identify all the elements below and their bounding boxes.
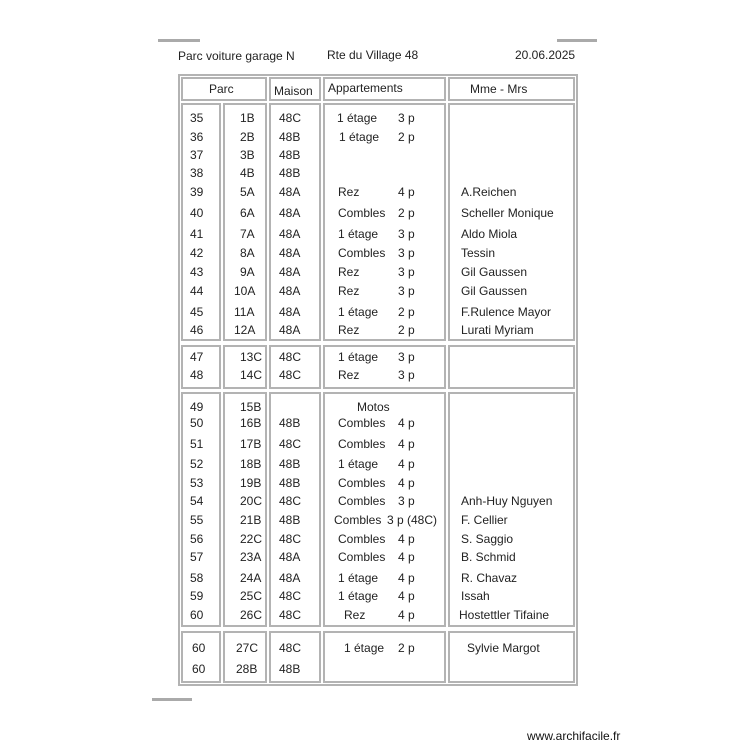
cell-maison: 48A	[279, 265, 301, 279]
cell-rooms: 4 p	[398, 608, 415, 622]
cell-place: 21B	[240, 513, 262, 527]
cell-place: 6A	[240, 206, 255, 220]
cell-place: 1B	[240, 111, 255, 125]
cell-name: Tessin	[461, 246, 496, 260]
cell-rooms: 4 p	[398, 589, 415, 603]
cell-floor: Combles	[334, 513, 382, 527]
cell-floor: 1 étage	[338, 350, 379, 364]
cell-maison: 48B	[279, 476, 301, 490]
cell-rooms: 4 p	[398, 571, 415, 585]
cell-place: 2B	[240, 130, 255, 144]
cell-num: 44	[190, 284, 204, 298]
cell-maison: 48B	[279, 166, 301, 180]
cell-maison: 48A	[279, 185, 301, 199]
document-title: Parc voiture garage N	[178, 49, 295, 63]
cell-place: 10A	[234, 284, 256, 298]
cell-place: 13C	[240, 350, 263, 364]
cell-floor: 1 étage	[344, 641, 385, 655]
cell-floor: Rez	[338, 185, 360, 199]
cell-place: 26C	[240, 608, 263, 622]
cell-floor: Rez	[344, 608, 366, 622]
cell-place: 9A	[240, 265, 255, 279]
cell-num: 60	[190, 608, 204, 622]
cell-maison: 48C	[279, 437, 302, 451]
cell-num: 50	[190, 416, 204, 430]
corner-mark-bottom-left	[152, 698, 192, 701]
cell-rooms: 3 p	[398, 265, 415, 279]
cell-maison: 48A	[279, 571, 301, 585]
cell-maison: 48A	[279, 206, 301, 220]
cell-rooms: 3 p	[398, 368, 415, 382]
cell-place: 7A	[240, 227, 255, 241]
cell-num: 38	[190, 166, 204, 180]
cell-maison: 48B	[279, 513, 301, 527]
cell-name: Lurati Myriam	[461, 323, 534, 337]
cell-floor: Rez	[338, 323, 360, 337]
cell-num: 37	[190, 148, 204, 162]
cell-floor: Combles	[338, 532, 386, 546]
cell-num: 42	[190, 246, 204, 260]
cell-place: 24A	[240, 571, 262, 585]
cell-maison: 48A	[279, 284, 301, 298]
cell-num: 56	[190, 532, 204, 546]
cell-maison: 48C	[279, 641, 302, 655]
cell-num: 57	[190, 550, 204, 564]
cell-floor: Combles	[338, 437, 386, 451]
cell-num: 59	[190, 589, 204, 603]
cell-place: 23A	[240, 550, 262, 564]
cell-floor: 1 étage	[338, 589, 379, 603]
cell-name: B. Schmid	[461, 550, 516, 564]
cell-num: 41	[190, 227, 204, 241]
cell-maison: 48C	[279, 368, 302, 382]
cell-maison: 48C	[279, 589, 302, 603]
cell-floor: Rez	[338, 368, 360, 382]
cell-maison: 48C	[279, 532, 302, 546]
cell-place: 5A	[240, 185, 255, 199]
cell-place: 20C	[240, 494, 263, 508]
cell-maison: 48B	[279, 148, 301, 162]
cell-place: 4B	[240, 166, 255, 180]
cell-floor: Combles	[338, 476, 386, 490]
cell-name: Scheller Monique	[461, 206, 554, 220]
document-date: 20.06.2025	[515, 48, 576, 62]
cell-rooms: 2 p	[398, 206, 415, 220]
cell-rooms: 4 p	[398, 532, 415, 546]
cell-floor: 1 étage	[338, 227, 379, 241]
cell-maison: 48B	[279, 662, 301, 676]
cell-place: 17B	[240, 437, 262, 451]
cell-place: 19B	[240, 476, 262, 490]
cell-rooms: 3 p	[398, 111, 415, 125]
cell-floor: Rez	[338, 284, 360, 298]
group-4-apartment-cell	[323, 631, 446, 683]
cell-place: 25C	[240, 589, 263, 603]
corner-mark-top-right	[557, 39, 597, 42]
cell-name: F. Cellier	[461, 513, 508, 527]
cell-floor: Rez	[338, 265, 360, 279]
column-header-occupant: Mme - Mrs	[470, 82, 528, 96]
cell-place: 18B	[240, 457, 262, 471]
cell-rooms: 3 p	[398, 494, 415, 508]
cell-num: 46	[190, 323, 204, 337]
cell-name: Aldo Miola	[461, 227, 518, 241]
cell-name: Anh-Huy Nguyen	[461, 494, 553, 508]
cell-num: 45	[190, 305, 204, 319]
cell-floor: Combles	[338, 246, 386, 260]
group-2-occupant-cell	[448, 345, 575, 389]
corner-mark-top-left	[158, 39, 200, 42]
cell-maison: 48C	[279, 350, 302, 364]
cell-place: 3B	[240, 148, 255, 162]
cell-maison: 48C	[279, 494, 302, 508]
cell-num: 39	[190, 185, 204, 199]
group-4-occupant-cell	[448, 631, 575, 683]
cell-maison: 48A	[279, 550, 301, 564]
address: Rte du Village 48	[327, 48, 419, 62]
cell-name: F.Rulence Mayor	[461, 305, 552, 319]
cell-rooms: 3 p	[398, 246, 415, 260]
cell-rooms: 3 p (48C)	[387, 513, 438, 527]
cell-rooms: 3 p	[398, 227, 415, 241]
cell-place: 28B	[236, 662, 258, 676]
cell-name: Hostettler Tifaine	[459, 608, 550, 622]
cell-rooms: 4 p	[398, 476, 415, 490]
cell-place: 16B	[240, 416, 262, 430]
cell-floor: Combles	[338, 206, 386, 220]
watermark-url: www.archifacile.fr	[527, 729, 621, 743]
cell-rooms: 3 p	[398, 350, 415, 364]
cell-num: 35	[190, 111, 204, 125]
cell-rooms: 2 p	[398, 130, 415, 144]
cell-num: 55	[190, 513, 204, 527]
cell-rooms: 4 p	[398, 550, 415, 564]
cell-maison: 48A	[279, 305, 301, 319]
cell-maison: 48A	[279, 246, 301, 260]
cell-num: 43	[190, 265, 204, 279]
cell-floor: 1 étage	[339, 130, 380, 144]
cell-place: 12A	[234, 323, 256, 337]
cell-maison: 48A	[279, 323, 301, 337]
cell-rooms: 3 p	[398, 284, 415, 298]
cell-floor: Combles	[338, 550, 386, 564]
cell-num: 49	[190, 400, 204, 414]
cell-name: Gil Gaussen	[461, 265, 528, 279]
cell-place: 8A	[240, 246, 255, 260]
cell-maison: 48B	[279, 416, 301, 430]
cell-num: 52	[190, 457, 204, 471]
cell-maison: 48B	[279, 457, 301, 471]
cell-num: 58	[190, 571, 204, 585]
cell-num: 60	[192, 641, 206, 655]
cell-maison: 48C	[279, 111, 302, 125]
cell-rooms: 4 p	[398, 457, 415, 471]
cell-name: A.Reichen	[461, 185, 517, 199]
cell-rooms: 4 p	[398, 185, 415, 199]
cell-num: 54	[190, 494, 204, 508]
cell-rooms: 2 p	[398, 305, 415, 319]
cell-num: 47	[190, 350, 204, 364]
cell-name: Sylvie Margot	[467, 641, 540, 655]
cell-rooms: 4 p	[398, 437, 415, 451]
cell-floor: 1 étage	[338, 457, 379, 471]
cell-maison: 48C	[279, 608, 302, 622]
column-header-maison: Maison	[274, 84, 313, 98]
cell-num: 60	[192, 662, 206, 676]
cell-num: 40	[190, 206, 204, 220]
cell-num: 53	[190, 476, 204, 490]
cell-floor: 1 étage	[338, 305, 379, 319]
column-header-parc: Parc	[209, 82, 234, 96]
cell-name: Issah	[461, 589, 490, 603]
cell-name: S. Saggio	[461, 532, 514, 546]
cell-place: 11A	[234, 305, 255, 319]
cell-rooms: 2 p	[398, 641, 415, 655]
cell-num: 51	[190, 437, 204, 451]
cell-name: Gil Gaussen	[461, 284, 528, 298]
cell-floor: Combles	[338, 416, 386, 430]
column-header-appartements: Appartements	[328, 81, 403, 95]
cell-place: 27C	[236, 641, 259, 655]
cell-num: 48	[190, 368, 204, 382]
cell-name: R. Chavaz	[461, 571, 518, 585]
cell-num: 36	[190, 130, 204, 144]
cell-place: 14C	[240, 368, 263, 382]
cell-floor: 1 étage	[338, 571, 379, 585]
cell-floor: Combles	[338, 494, 386, 508]
cell-floor: Motos	[357, 400, 390, 414]
cell-maison: 48A	[279, 227, 301, 241]
cell-rooms: 2 p	[398, 323, 415, 337]
cell-maison: 48B	[279, 130, 301, 144]
cell-place: 15B	[240, 400, 262, 414]
cell-rooms: 4 p	[398, 416, 415, 430]
cell-floor: 1 étage	[337, 111, 378, 125]
cell-place: 22C	[240, 532, 263, 546]
